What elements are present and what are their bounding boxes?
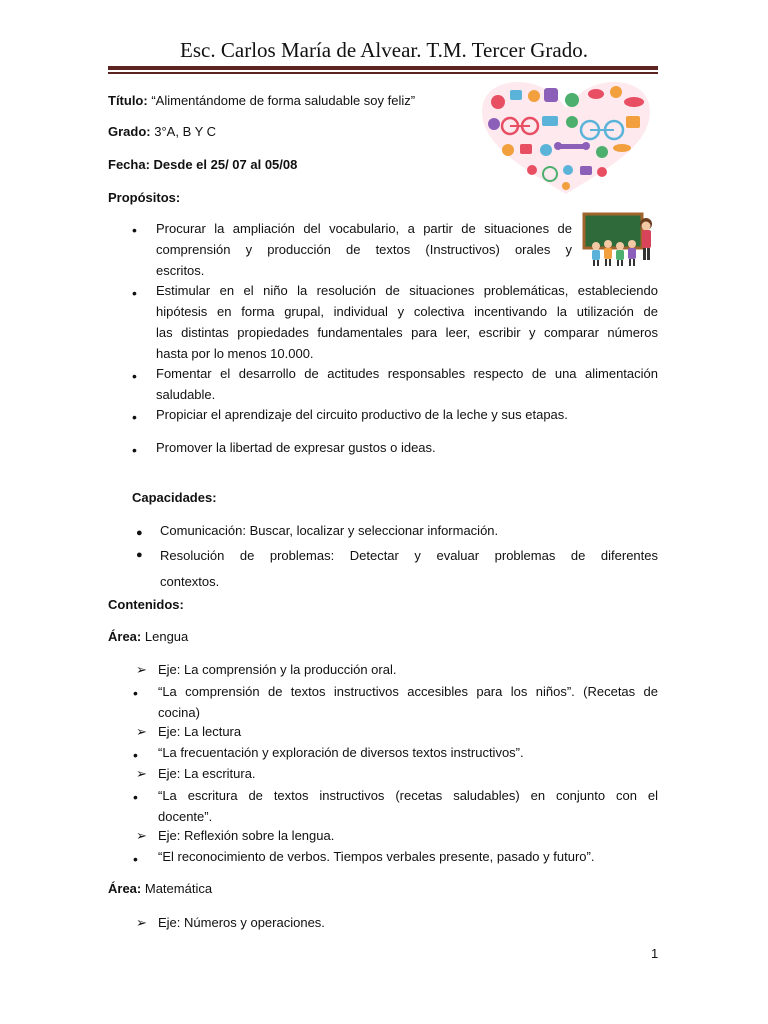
bullet: ●	[136, 527, 143, 539]
page-header-title: Esc. Carlos María de Alvear. T.M. Tercer Grado.	[180, 38, 588, 62]
contenidos-heading: Contenidos:	[108, 597, 184, 612]
bullet: •	[132, 409, 137, 425]
contenido-item: “La comprensión de textos instructivos accesibles para los niños”. (Recetas de cocina)	[158, 684, 658, 720]
arrow-bullet: ➢	[136, 724, 147, 739]
propositos-heading: Propósitos:	[108, 190, 181, 205]
area-matematica-label: Área:	[108, 881, 142, 896]
bullet: •	[132, 222, 137, 238]
proposito-item: Promover la libertad de expresar gustos o ideas.	[156, 440, 436, 455]
area-lengua-value: Lengua	[144, 629, 189, 644]
header-rule-thick	[108, 66, 658, 70]
area-lengua-line	[108, 628, 188, 646]
eje-label: Eje: La lectura	[158, 724, 242, 739]
eje-label: Eje: Reflexión sobre la lengua.	[158, 828, 335, 843]
grado-line	[108, 123, 216, 141]
fecha-line	[108, 156, 297, 174]
contenido-item: “La escritura de textos instructivos (recetas saludables) en conjunto con el docente”.	[158, 788, 658, 824]
capacidad-item: Comunicación: Buscar, localizar y seleccionar información.	[160, 523, 499, 538]
bullet: •	[132, 285, 137, 301]
area-matematica-line	[108, 880, 212, 898]
titulo-line	[108, 92, 415, 110]
classroom-teacher-image	[582, 212, 658, 268]
bullet: •	[133, 685, 138, 701]
bullet: •	[132, 368, 137, 384]
bullet: •	[133, 747, 138, 763]
area-lengua-label: Área:	[108, 629, 142, 644]
arrow-bullet: ➢	[136, 915, 147, 930]
bullet: ●	[136, 549, 143, 561]
contenido-item: “El reconocimiento de verbos. Tiempos verbales presente, pasado y futuro”.	[158, 849, 595, 864]
header-rule-thin	[108, 72, 658, 74]
capacidades-heading: Capacidades:	[132, 490, 217, 505]
fecha-label: Fecha:	[108, 157, 150, 172]
contenido-item: “La frecuentación y exploración de diversos textos instructivos”.	[158, 745, 524, 760]
fecha-value: Desde el 25/ 07 al 05/08	[153, 157, 298, 172]
proposito-item: Propiciar el aprendizaje del circuito productivo de la leche y sus etapas.	[156, 407, 568, 422]
bullet: •	[133, 851, 138, 867]
arrow-bullet: ➢	[136, 662, 147, 677]
arrow-bullet: ➢	[136, 766, 147, 781]
titulo-label: Título:	[108, 93, 148, 108]
bullet: •	[132, 442, 137, 458]
bullet: •	[133, 789, 138, 805]
page-number: 1	[651, 946, 659, 961]
grado-value: 3°A, B Y C	[154, 124, 217, 139]
proposito-item: Fomentar el desarrollo de actitudes responsables respecto de una alimentación saludable.	[156, 366, 658, 402]
eje-label: Eje: La escritura.	[158, 766, 256, 781]
proposito-item: Estimular en el niño la resolución de situaciones problemáticas, estableciendo hipótesis en forma grupal, individual y colectiva incentivando la utilización de las distintas propiedades fundamentales para leer, escribir y comparar números hasta por lo menos 10.000.	[156, 283, 658, 361]
eje-label: Eje: La comprensión y la producción oral.	[158, 662, 397, 677]
grado-label: Grado:	[108, 124, 151, 139]
capacidad-item: Resolución de problemas: Detectar y evaluar problemas de diferentes contextos.	[160, 548, 658, 589]
titulo-value: “Alimentándome de forma saludable soy feliz”	[151, 93, 416, 108]
proposito-item: Procurar la ampliación del vocabulario, a partir de situaciones de comprensión y producción de textos (Instructivos) orales y escritos.	[156, 221, 572, 278]
area-matematica-value: Matemática	[144, 881, 213, 896]
eje-label: Eje: Números y operaciones.	[158, 915, 325, 930]
arrow-bullet: ➢	[136, 828, 147, 843]
healthy-food-heart-image	[474, 78, 658, 196]
